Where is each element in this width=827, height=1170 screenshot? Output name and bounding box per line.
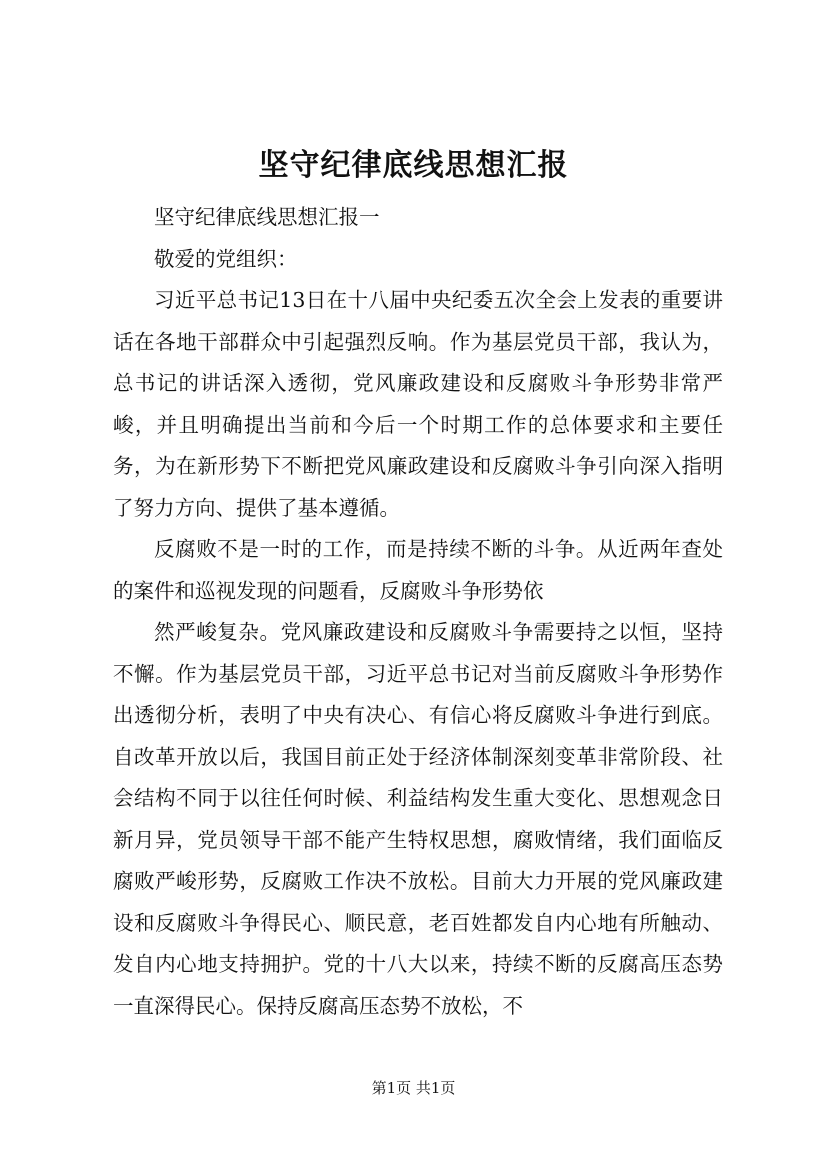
document-body [113,197,723,1027]
paragraph: 然严峻复杂。党风廉政建设和反腐败斗争需要持之以恒，坚持不懈。作为基层党员干部，习近平总书记对当前反腐败斗争形势作出透彻分析，表明了中央有决心、有信心将反腐败斗争进行到底。自改革开放以后，我国目前正处于经济体制深刻变革非常阶段、社会结构不同于以往任何时候、利益结构发生重大变化、思想观念日新月异，党员领导干部不能产生特权思想，腐败情绪，我们面临反腐败严峻形势，反腐败工作决不放松。目前大力开展的党风廉政建设和反腐败斗争得民心、顺民意，老百姓都发自内心地有所触动、发自内心地支持拥护。党的十八大以来，持续不断的反腐高压态势一直深得民心。保持反腐高压态势不放松，不 [113,620,723,1018]
paragraph: 反腐败不是一时的工作，而是持续不断的斗争。从近两年查处的案件和巡视发现的问题看，反腐败斗争形势依 [113,537,723,603]
paragraph: 习近平总书记13日在十八届中央纪委五次全会上发表的重要讲话在各地干部群众中引起强烈反响。作为基层党员干部，我认为，总书记的讲话深入透彻，党风廉政建设和反腐败斗争形势非常严峻，并且明确提出当前和今后一个时期工作的总体要求和主要任务，为在新形势下不断把党风廉政建设和反腐败斗争引向深入指明了努力方向、提供了基本遵循。 [113,288,723,520]
paragraph-subtitle: 坚守纪律底线思想汇报一 [154,205,380,229]
page-number-footer: 第1页 共1页 [371,1079,456,1097]
paragraph-salutation: 敬爱的党组织： [154,246,298,271]
document-title: 坚守纪律底线思想汇报 [258,148,569,183]
